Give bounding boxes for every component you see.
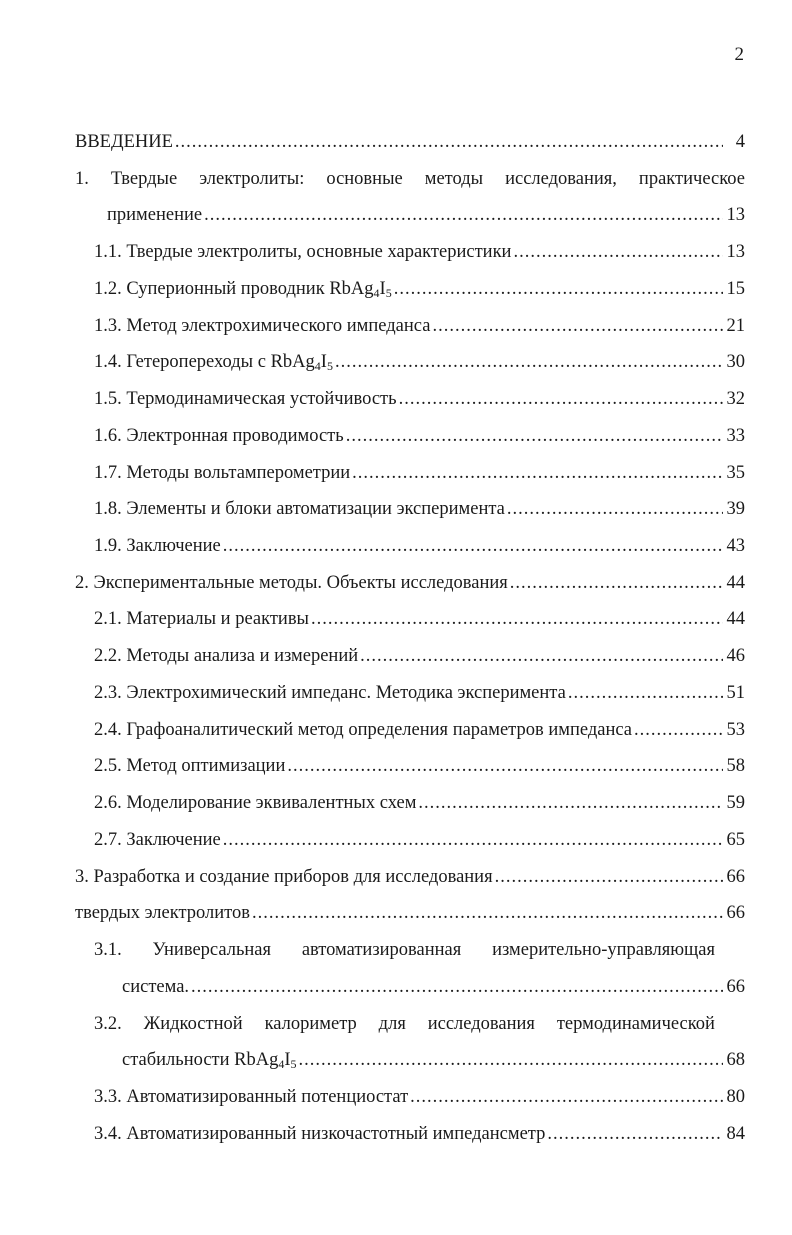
dot-leader	[335, 351, 723, 373]
toc-entry-page: 66	[726, 903, 745, 923]
toc-entry-page: 68	[726, 1050, 745, 1070]
toc-entry-label: 2.2. Методы анализа и измерений	[94, 646, 359, 666]
toc-entry-label: система.	[122, 977, 190, 997]
toc-entry-3-1-line1	[94, 939, 715, 961]
toc-entry-page: 44	[726, 609, 745, 629]
toc-entry-page: 32	[726, 389, 745, 409]
dot-leader	[394, 278, 723, 300]
dot-leader	[507, 498, 723, 520]
dot-leader	[311, 608, 723, 630]
toc-word: 3.2.	[94, 1014, 122, 1034]
toc-entry-page: 66	[726, 867, 745, 887]
toc-entry-3-3[interactable]	[94, 1086, 745, 1108]
toc-entry-2-5[interactable]	[94, 755, 745, 777]
dot-leader	[418, 792, 723, 814]
toc-entry-page: 43	[726, 536, 745, 556]
toc-entry-3-4[interactable]	[94, 1123, 745, 1145]
dot-leader	[513, 241, 723, 263]
toc-entry-label: 1.9. Заключение	[94, 536, 221, 556]
toc-entry-page: 51	[726, 683, 745, 703]
toc-entry-page: 65	[726, 830, 745, 850]
dot-leader	[410, 1086, 723, 1108]
dot-leader	[432, 315, 723, 337]
toc-entry-label: 2. Экспериментальные методы. Объекты исследования	[75, 573, 508, 593]
toc-entry-2-4[interactable]	[94, 719, 745, 741]
toc-entry-2-6[interactable]	[94, 792, 745, 814]
toc-word: методы	[424, 169, 484, 189]
toc-entry-label: 1.1. Твердые электролиты, основные характеристики	[94, 242, 512, 262]
toc-word: 1.	[75, 169, 89, 189]
toc-word: исследования	[427, 1014, 535, 1034]
toc-entry-page: 39	[726, 499, 745, 519]
toc-word: калориметр	[264, 1014, 357, 1034]
toc-entry-page: 84	[726, 1124, 745, 1144]
dot-leader	[223, 535, 723, 557]
dot-leader	[399, 388, 723, 410]
toc-entry-introduction[interactable]	[75, 131, 745, 153]
toc-entry-3-2-line1	[94, 1013, 715, 1035]
toc-entry-label: ВВЕДЕНИЕ	[75, 132, 173, 152]
toc-word: электролиты:	[199, 169, 305, 189]
toc-entry-page: 59	[726, 793, 745, 813]
toc-entry-label: 1.5. Термодинамическая устойчивость	[94, 389, 397, 409]
dot-leader	[252, 902, 723, 924]
toc-entry-label: 2.4. Графоаналитический метод определения параметров импеданса	[94, 720, 632, 740]
dot-leader	[287, 755, 723, 777]
toc-entry-1-8[interactable]	[94, 498, 745, 520]
dot-leader	[360, 645, 723, 667]
dot-leader	[547, 1123, 723, 1145]
dot-leader	[568, 682, 723, 704]
toc-entry-page: 33	[726, 426, 745, 446]
toc-entry-page: 80	[726, 1087, 745, 1107]
dot-leader	[352, 462, 723, 484]
toc-entry-3-2[interactable]	[122, 1049, 745, 1071]
toc-entry-label: 2.7. Заключение	[94, 830, 221, 850]
dot-leader	[299, 1049, 723, 1071]
toc-entry-label: 1.6. Электронная проводимость	[94, 426, 344, 446]
dot-leader	[175, 131, 723, 153]
toc-entry-label: применение	[107, 205, 203, 225]
toc-entry-label: стабильности $RbAg_4I_5$	[122, 1050, 297, 1071]
toc-entry-2-3[interactable]	[94, 682, 745, 704]
toc-word: измерительно-управляющая	[492, 940, 715, 960]
toc-word: Твердые	[110, 169, 178, 189]
toc-entry-label: 3. Разработка и создание приборов для исследования	[75, 867, 493, 887]
toc-entry-page: 21	[726, 316, 745, 336]
toc-entry-2-7[interactable]	[94, 829, 745, 851]
dot-leader	[510, 572, 723, 594]
toc-word: для	[378, 1014, 406, 1034]
toc-entry-page: 35	[726, 463, 745, 483]
toc-entry-1-5[interactable]	[94, 388, 745, 410]
dot-leader	[346, 425, 723, 447]
toc-word: практическое	[638, 169, 745, 189]
toc-word: Универсальная	[152, 940, 272, 960]
toc-entry-page: 53	[726, 720, 745, 740]
toc-entry-1-3[interactable]	[94, 315, 745, 337]
page-number: 2	[734, 44, 744, 65]
toc-entry-chapter-1[interactable]	[107, 204, 745, 226]
toc-entry-label: 1.8. Элементы и блоки автоматизации эксперимента	[94, 499, 505, 519]
toc-word: Жидкостной	[143, 1014, 243, 1034]
toc-entry-page: 4	[735, 132, 745, 152]
toc-entry-chapter-1-line1	[75, 168, 745, 190]
toc-entry-label: 2.6. Моделирование эквивалентных схем	[94, 793, 417, 813]
toc-word: основные	[326, 169, 403, 189]
toc-entry-page: 13	[726, 242, 745, 262]
toc-entry-1-4[interactable]	[94, 351, 745, 373]
toc-entry-label: 1.7. Методы вольтамперометрии	[94, 463, 351, 483]
dot-leader	[495, 866, 723, 888]
toc-entry-page: 58	[726, 756, 745, 776]
toc-entry-label: 2.3. Электрохимический импеданс. Методика эксперимента	[94, 683, 566, 703]
dot-leader	[191, 976, 723, 998]
toc-entry-2-2[interactable]	[94, 645, 745, 667]
toc-word: автоматизированная	[301, 940, 462, 960]
toc-entry-page: 66	[726, 977, 745, 997]
toc-entry-1-9[interactable]	[94, 535, 745, 557]
toc-entry-1-7[interactable]	[94, 462, 745, 484]
toc-entry-label: твердых электролитов	[75, 903, 250, 923]
toc-entry-chapter-3[interactable]	[75, 866, 745, 888]
dot-leader	[634, 719, 723, 741]
toc-entry-1-1[interactable]	[94, 241, 745, 263]
toc-entry-3-1[interactable]	[122, 976, 745, 998]
toc-entry-page: 15	[726, 279, 745, 299]
toc-entry-page: 46	[726, 646, 745, 666]
toc-word: 3.1.	[94, 940, 122, 960]
toc-entry-label: 3.3. Автоматизированный потенциостат	[94, 1087, 409, 1107]
toc-entry-1-2[interactable]	[94, 278, 745, 300]
toc-entry-label: 1.4. Гетеропереходы с $RbAg_4I_5$	[94, 352, 333, 373]
toc-word: термодинамической	[556, 1014, 715, 1034]
dot-leader	[223, 829, 723, 851]
toc-entry-chapter-3-cont[interactable]	[75, 902, 745, 924]
toc-entry-label: 2.1. Материалы и реактивы	[94, 609, 309, 629]
toc-entry-label: 1.2. Суперионный проводник $RbAg_4I_5$	[94, 279, 392, 300]
toc-entry-label: 2.5. Метод оптимизации	[94, 756, 286, 776]
toc-entry-label: 3.4. Автоматизированный низкочастотный импедансметр	[94, 1124, 546, 1144]
dot-leader	[204, 204, 723, 226]
toc-word: исследования,	[505, 169, 617, 189]
toc-entry-page: 13	[726, 205, 745, 225]
toc-entry-label: 1.3. Метод электрохимического импеданса	[94, 316, 431, 336]
toc-entry-2-1[interactable]	[94, 608, 745, 630]
toc-entry-page: 44	[726, 573, 745, 593]
toc-entry-chapter-2[interactable]	[75, 572, 745, 594]
toc-entry-1-6[interactable]	[94, 425, 745, 447]
toc-entry-page: 30	[726, 352, 745, 372]
